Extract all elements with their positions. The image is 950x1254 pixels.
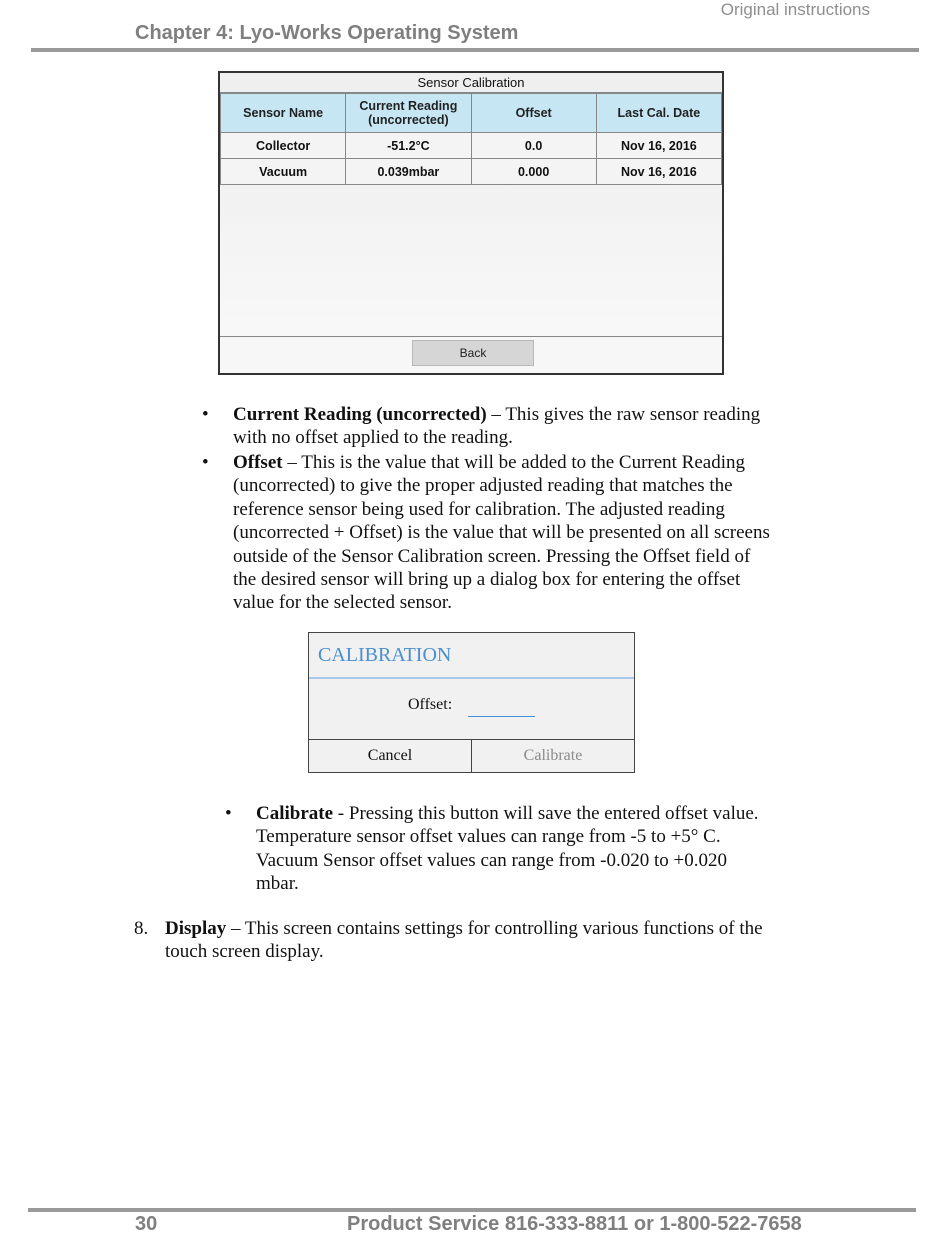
footer-contact: Product Service 816-333-8811 or 1-800-522-7658 [347,1213,802,1235]
bullet-line: with no offset applied to the reading. [233,427,513,449]
sensor-name-cell: Collector [221,133,346,159]
page-number: 30 [135,1213,158,1235]
table-row [221,133,722,159]
offset-input[interactable] [468,700,535,717]
current-reading-cell: 0.039mbar [346,159,471,185]
sensor-table [220,93,722,185]
sensor-name-cell: Vacuum [221,159,346,185]
bullet-line [233,451,833,474]
bullet-text: – This is the value that will be added to the Current Reading [282,452,746,473]
header-divider [31,48,919,52]
bullet-line: value for the selected sensor. [233,592,452,614]
bullet-text: – This gives the raw sensor reading [486,404,761,425]
bullet-dot: • [202,452,209,473]
list-item-term: Display [165,918,227,939]
bullet-term: Offset [233,452,283,473]
original-instructions-label: Original instructions [720,0,870,19]
offset-cell[interactable]: 0.000 [471,159,596,185]
last-cal-date-cell: Nov 16, 2016 [596,159,721,185]
bullet-text: - Pressing this button will save the entered offset value. [333,803,759,824]
bullet-term: Current Reading (uncorrected) [233,404,487,425]
dialog-buttons [309,739,634,772]
bullet-line: (uncorrected) to give the proper adjusted reading that matches the [233,475,733,497]
sensor-screen-footer [220,336,722,373]
bullet-line [233,403,833,426]
bullet-current-reading [202,403,833,450]
list-item-line [165,917,805,940]
list-item-number: 8. [134,918,149,939]
dialog-title: CALIBRATION [309,633,634,679]
calibrate-button[interactable]: Calibrate [523,747,583,764]
calibration-dialog [308,632,635,773]
cancel-button[interactable]: Cancel [309,740,472,772]
bullet-calibrate [225,802,836,896]
sensor-calibration-screen [218,71,724,375]
bullet-line: (uncorrected + Offset) is the value that will be presented on all screens [233,522,770,544]
dialog-body [309,679,634,742]
footer-divider [28,1208,916,1212]
offset-cell[interactable]: 0.0 [471,133,596,159]
column-header-offset: Offset [471,94,596,133]
list-item-line: touch screen display. [165,941,324,963]
sensor-table-header [221,94,722,133]
offset-label: Offset: [408,696,453,713]
bullet-line: Temperature sensor offset values can range from -5 to +5° C. [256,826,721,848]
bullet-term: Calibrate [256,803,334,824]
last-cal-date-cell: Nov 16, 2016 [596,133,721,159]
bullet-line: the desired sensor will bring up a dialog box for entering the offset [233,569,741,591]
list-item-text [165,917,805,964]
bullet-dot: • [225,803,232,824]
current-reading-cell: -51.2°C [346,133,471,159]
bullet-line [256,802,836,825]
list-item-description: – This screen contains settings for controlling various functions of the [226,918,763,939]
column-header-sensor-name: Sensor Name [221,94,346,133]
bullet-line: outside of the Sensor Calibration screen. Pressing the Offset field of [233,545,751,567]
bullet-dot: • [202,404,209,425]
bullet-offset [202,451,833,615]
back-button[interactable]: Back [412,340,534,366]
bullet-line: Vacuum Sensor offset values can range from -0.020 to +0.020 [256,849,728,871]
chapter-heading: Chapter 4: Lyo-Works Operating System [135,22,519,44]
column-header-last-cal-date: Last Cal. Date [596,94,721,133]
sensor-calibration-title: Sensor Calibration [220,73,722,93]
column-header-current-reading: Current Reading (uncorrected) [346,94,471,133]
table-row [221,159,722,185]
bullet-line: mbar. [256,873,299,895]
bullet-line: reference sensor being used for calibration. The adjusted reading [233,498,725,520]
